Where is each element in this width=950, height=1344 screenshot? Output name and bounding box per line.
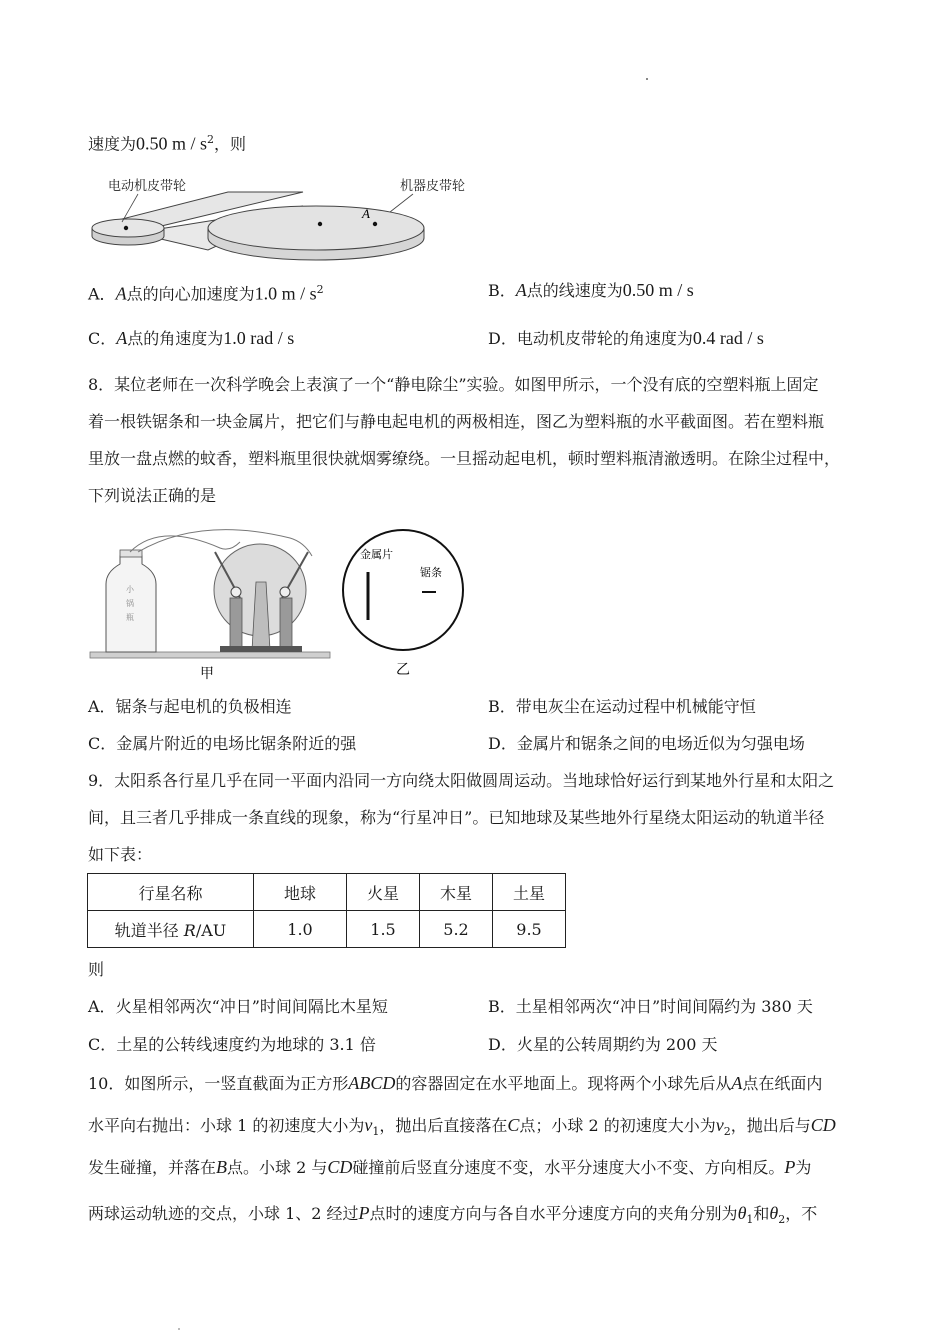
svg-text:瓶: 瓶: [126, 613, 134, 622]
q7-option-d[interactable]: [488, 328, 764, 349]
option-letter: C．: [88, 1035, 117, 1054]
option-letter: B．: [488, 697, 516, 716]
q10-sub: 2: [778, 1213, 786, 1227]
planet-orbit-table: [87, 873, 566, 948]
option-letter: B．: [488, 281, 516, 300]
option-text: 土星的公转线速度约为地球的 3.1 倍: [116, 1035, 376, 1054]
q8-line-1: 8．某位老师在一次科学晚会上表演了一个“静电除尘”实验。如图甲所示，一个没有底的空塑料瓶上固定: [88, 375, 819, 394]
q10-text: ，抛出后直接落在: [379, 1116, 508, 1135]
q10-var: P: [358, 1203, 370, 1223]
q7-option-c[interactable]: [88, 328, 294, 349]
q10-text: 点。小球 2 与: [227, 1158, 328, 1177]
option-text: 带电灰尘在运动过程中机械能守恒: [515, 697, 756, 716]
table-row: [88, 911, 566, 948]
q8-line-2: 着一根铁锯条和一块金属片，把它们与静电起电机的两极相连，图乙为塑料瓶的水平截面图。若在塑料瓶: [88, 412, 825, 431]
q7-lead-text: 速度为: [88, 134, 137, 154]
q10-text: 发生碰撞，并落在: [88, 1158, 217, 1177]
option-letter: D．: [488, 734, 517, 753]
svg-text:小: 小: [126, 585, 134, 594]
table-cell: 火星: [347, 874, 420, 911]
q10-text: ，抛出后与: [730, 1116, 811, 1135]
q8-option-a[interactable]: [88, 697, 292, 717]
figure-yi-caption: 乙: [396, 662, 410, 678]
small-pulley-center: [124, 226, 128, 230]
option-value: 1.0 m / s: [254, 283, 317, 304]
option-letter: D．: [488, 1035, 517, 1054]
q10-text: 和: [753, 1204, 770, 1223]
q10-var: ABCD: [348, 1073, 396, 1093]
table-header-row: [88, 874, 566, 911]
q7-lead-line: [88, 130, 246, 154]
option-value: 1.0 rad / s: [223, 328, 295, 348]
machine-pulley-label: 机器皮带轮: [400, 179, 466, 194]
q9-after-table: 则: [88, 960, 105, 979]
q10-var: θ: [769, 1203, 779, 1223]
q10-var: P: [784, 1157, 796, 1177]
metal-plate-label: 金属片: [360, 548, 393, 561]
row-label-prefix: 轨道半径: [114, 920, 184, 940]
option-text: 火星相邻两次“冲日”时间间隔比木星短: [115, 997, 388, 1016]
q10-sub: 1: [372, 1125, 380, 1139]
q10-text: 点在纸面内: [742, 1074, 823, 1093]
q10-var: A: [731, 1073, 743, 1093]
option-text: 点的向心加速度为: [126, 284, 255, 304]
cross-section-figure: [340, 528, 468, 678]
q7-option-a[interactable]: [88, 280, 324, 304]
option-text: 电动机皮带轮的角速度为: [516, 329, 693, 348]
svg-text:锅: 锅: [126, 599, 134, 608]
q9-option-a[interactable]: [88, 997, 388, 1017]
option-letter: D．: [488, 329, 517, 348]
option-value: 0.4 rad / s: [692, 328, 764, 348]
q8-option-c[interactable]: [88, 734, 356, 754]
q9-line-2: 间，且三者几乎排成一条直线的现象，称为“行星冲日”。已知地球及某些地外行星绕太阳运动的轨道半径: [88, 808, 825, 827]
option-point: A: [115, 283, 127, 304]
q10-text: 两球运动轨迹的交点，小球 1、2 经过: [88, 1204, 359, 1223]
q10-var: v: [364, 1115, 373, 1135]
q7-option-b[interactable]: [488, 280, 694, 301]
row-label-suffix: /AU: [195, 920, 227, 940]
q10-var: B: [216, 1157, 228, 1177]
option-text: 土星相邻两次“冲日”时间间隔约为 380 天: [515, 997, 813, 1016]
q7-lead-sup: 2: [207, 133, 215, 146]
option-text: 点的线速度为: [526, 281, 623, 300]
q9-option-d[interactable]: [488, 1035, 718, 1055]
q10-var: CD: [327, 1157, 353, 1177]
option-value: 0.50 m / s: [622, 280, 694, 300]
q10-var: C: [507, 1115, 520, 1135]
q7-lead-tail: ，则: [214, 134, 247, 154]
q10-text: ，不: [785, 1204, 818, 1223]
q7-lead-value: 0.50 m / s: [136, 133, 208, 154]
q9-line-1: 9．太阳系各行星几乎在同一平面内沿同一方向绕太阳做圆周运动。当地球恰好运行到某地外行星和太阳之: [88, 771, 835, 790]
table-cell: 土星: [493, 874, 566, 911]
q10-text: 碰撞前后竖直分速度不变，水平分速度大小不变、方向相反。: [352, 1158, 785, 1177]
table-cell: 5.2: [420, 911, 493, 948]
q10-line-3: [88, 1157, 811, 1178]
q9-option-c[interactable]: [88, 1035, 376, 1055]
option-text: 火星的公转周期约为 200 天: [516, 1035, 718, 1054]
motor-pulley-label: 电动机皮带轮: [108, 179, 187, 194]
point-a-label: A: [362, 206, 370, 221]
scan-speck: [646, 78, 648, 80]
option-sup: 2: [316, 283, 324, 296]
q10-var: CD: [810, 1115, 836, 1135]
table-cell: 行星名称: [88, 874, 254, 911]
option-letter: A．: [88, 284, 116, 304]
row-label-var: R: [183, 920, 196, 940]
q10-text: 的容器固定在水平地面上。现将两个小球先后从: [395, 1074, 732, 1093]
q10-var: θ: [737, 1203, 747, 1223]
q10-line-4: [88, 1203, 817, 1230]
option-letter: A．: [88, 697, 116, 716]
q10-line-2: [88, 1115, 836, 1142]
option-point: A: [116, 328, 128, 348]
electrostatic-apparatus-figure: [90, 522, 330, 682]
big-pulley-center: [318, 222, 322, 226]
option-text: 金属片附近的电场比锯条附近的强: [116, 734, 357, 753]
q10-text: 点；小球 2 的初速度大小为: [519, 1116, 716, 1135]
scan-speck: [178, 1328, 180, 1330]
option-letter: A．: [88, 997, 116, 1016]
q8-option-d[interactable]: [488, 734, 805, 754]
table-row-label: [88, 911, 254, 948]
option-text: 锯条与起电机的负极相连: [115, 697, 292, 716]
table-cell: 地球: [254, 874, 347, 911]
table-cell: 9.5: [493, 911, 566, 948]
q10-sub: 1: [746, 1213, 754, 1227]
q10-line-1: [88, 1073, 822, 1094]
q10-var: v: [715, 1115, 724, 1135]
saw-blade-label: 锯条: [420, 566, 442, 579]
q10-text: 点时的速度方向与各自水平分速度方向的夹角分别为: [369, 1204, 738, 1223]
option-text: 点的角速度为: [127, 329, 224, 348]
table-cell: 1.0: [254, 911, 347, 948]
table-cell: 1.5: [347, 911, 420, 948]
q8-option-b[interactable]: [488, 697, 756, 717]
belt-pulley-figure: [88, 170, 466, 260]
option-letter: C．: [88, 329, 117, 348]
q10-text: 水平向右抛出：小球 1 的初速度大小为: [88, 1116, 365, 1135]
point-a-dot: [373, 222, 377, 226]
option-letter: B．: [488, 997, 516, 1016]
q10-text: 为: [795, 1158, 812, 1177]
table-cell: 木星: [420, 874, 493, 911]
option-text: 金属片和锯条之间的电场近似为匀强电场: [516, 734, 805, 753]
figure-jia-caption: 甲: [200, 666, 214, 682]
q9-option-b[interactable]: [488, 997, 813, 1017]
option-letter: C．: [88, 734, 117, 753]
q9-line-3: 如下表：: [88, 845, 153, 864]
q10-sub: 2: [723, 1125, 731, 1139]
q10-text: 10．如图所示，一竖直截面为正方形: [88, 1074, 349, 1093]
q8-line-4: 下列说法正确的是: [88, 486, 217, 505]
q8-line-3: 里放一盘点燃的蚊香，塑料瓶里很快就烟雾缭绕。一旦摇动起电机，顿时塑料瓶清澈透明。在除尘过程中，: [88, 449, 841, 468]
option-point: A: [515, 280, 527, 300]
